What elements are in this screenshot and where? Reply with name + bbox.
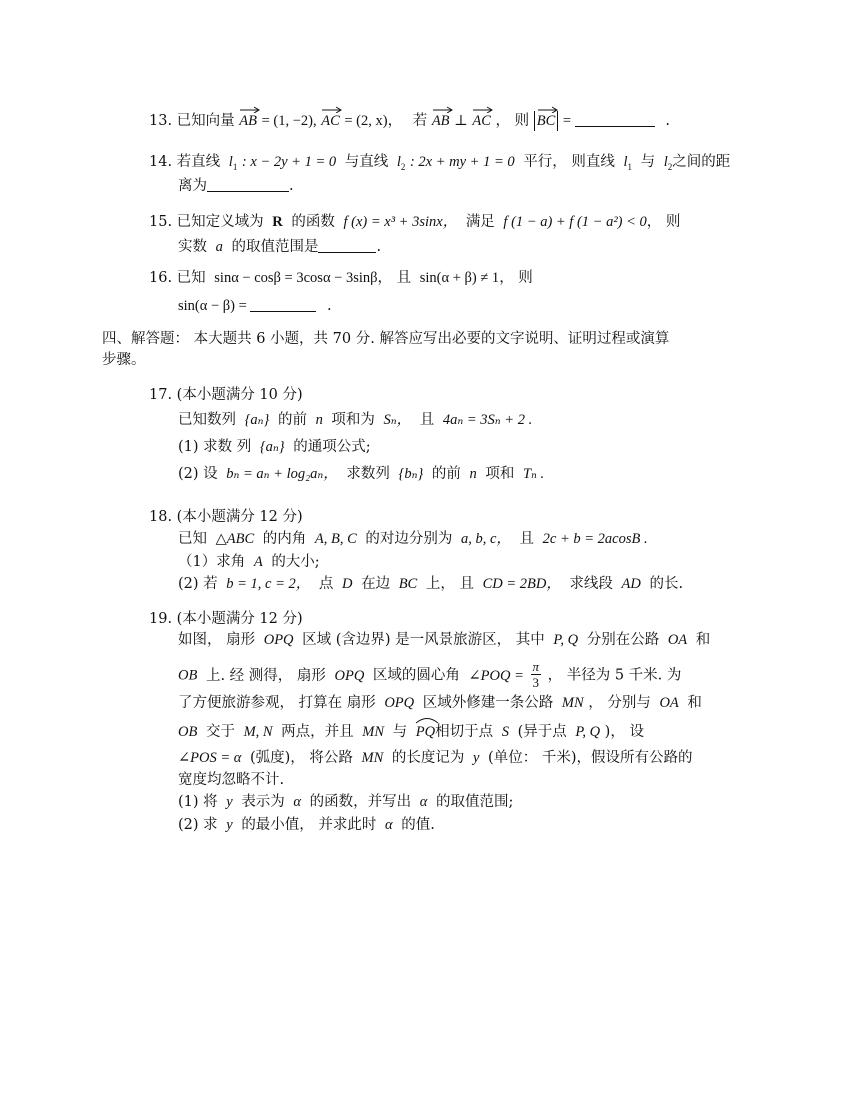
vector-arrow-icon bbox=[433, 105, 453, 113]
vector-ac-2: AC bbox=[472, 111, 491, 131]
question-18-stem: 已知 △ABC 的内角 A, B, C 的对边分别为 a, b, c， 且 2c + b = 2acosB . bbox=[178, 531, 648, 547]
answer-blank bbox=[207, 177, 289, 192]
vector-ab: AB bbox=[239, 111, 257, 131]
question-16-line2: sin(α − β) = . bbox=[178, 298, 332, 314]
question-14-line2: 离为 . bbox=[178, 178, 294, 194]
vector-arrow-icon bbox=[473, 105, 493, 113]
question-19-line3: 了方便旅游参观， 打算在 扇形 OPQ 区域外修建一条公路 MN ， 分别与 OA 和 bbox=[178, 695, 702, 711]
question-19-header: 19. (本小题满分 12 分) bbox=[149, 611, 303, 627]
question-19-line5: ∠POS = α (弧度)， 将公路 MN 的长度记为 y (单位： 千米)，假设所有公路的 bbox=[178, 750, 693, 766]
arc-pq: PQ bbox=[416, 722, 435, 742]
arc-icon bbox=[415, 716, 439, 724]
answer-blank bbox=[250, 297, 316, 312]
vector-arrow-icon bbox=[322, 105, 342, 113]
vector-bc-magnitude: BC bbox=[534, 111, 559, 131]
question-18-part-1: （1）求角 A 的大小; bbox=[178, 554, 320, 570]
question-17-stem: 已知数列 {aₙ} 的前 n 项和为 Sₙ， 且 4aₙ = 3Sₙ + 2 . bbox=[178, 412, 533, 428]
q13-number: 13. bbox=[149, 113, 173, 129]
vector-ac: AC bbox=[321, 111, 340, 131]
vector-ab-2: AB bbox=[432, 111, 450, 131]
question-17-part-1: (1) 求数 列 {aₙ} 的通项公式; bbox=[178, 439, 371, 455]
section-4-heading-line2: 步骤。 bbox=[102, 352, 146, 368]
question-19-line1: 如图， 扇形 OPQ 区域 (含边界) 是一风景旅游区， 其中 P, Q 分别在公路 OA 和 bbox=[178, 632, 711, 648]
vector-arrow-icon bbox=[240, 105, 260, 113]
question-15-line2: 实数 a 的取值范围是 . bbox=[178, 239, 382, 255]
question-18-part-2: (2) 若 b = 1, c = 2， 点 D 在边 BC 上， 且 CD = 2BD， 求线段 AD 的长. bbox=[178, 576, 684, 592]
question-14: 14. 若直线 $l_1$ : x − 2y + 1 = 0 与直线 $l_2$ : 2x + my + 1 = 0 平行， 则直线 $l_1$ 与 $l_2$之间的距 bbox=[149, 154, 731, 172]
question-19-part-1: (1) 将 y 表示为 α 的函数，并写出 α 的取值范围; bbox=[178, 794, 514, 810]
fraction-pi-over-3: $\frac{\pi}{3}$ bbox=[532, 659, 540, 690]
question-19-part-2: (2) 求 y 的最小值， 并求此时 α 的值. bbox=[178, 817, 435, 833]
question-16: 16. 已知 sinα − cosβ = 3cosα − 3sinβ， 且 sin(α + β) ≠ 1， 则 bbox=[149, 270, 533, 286]
question-19-line6: 宽度均忽略不计. bbox=[178, 772, 285, 788]
answer-blank bbox=[318, 238, 376, 253]
vector-arrow-icon bbox=[538, 105, 558, 113]
question-18-header: 18. (本小题满分 12 分) bbox=[149, 509, 303, 525]
q15-number: 15. bbox=[149, 214, 173, 230]
question-17-part-2: (2) 设 bₙ = aₙ + log₂aₙ， 求数列 {bₙ} 的前 n 项和 Tₙ . bbox=[178, 466, 545, 482]
question-13: 13. 已知向量 AB = (1, −2), AC = (2, x)， 若 AB ⊥ AC ， 则 BC = . bbox=[149, 111, 670, 131]
question-17-header: 17. (本小题满分 10 分) bbox=[149, 387, 303, 403]
question-19-line4: OB 交于 M, N 两点，并且 MN 与 PQ相切于点 S (异于点 P, Q )， 设 bbox=[178, 722, 644, 742]
section-4-heading: 四、解答题： 本大题共 6 小题，共 70 分. 解答应写出必要的文字说明、证明过程或演算 bbox=[102, 331, 670, 347]
question-15: 15. 已知定义域为 R 的函数 f (x) = x³ + 3sinx， 满足 f (1 − a) + f (1 − a²) < 0， 则 bbox=[149, 214, 681, 230]
answer-blank bbox=[575, 112, 655, 127]
question-19-line2: OB 上. 经 测得， 扇形 OPQ 区域的圆心角 ∠POQ = $\frac{\pi}{3}$ ， 半径为 5 千米. 为 bbox=[178, 659, 682, 690]
q14-number: 14. bbox=[149, 154, 173, 170]
q16-number: 16. bbox=[149, 270, 173, 286]
